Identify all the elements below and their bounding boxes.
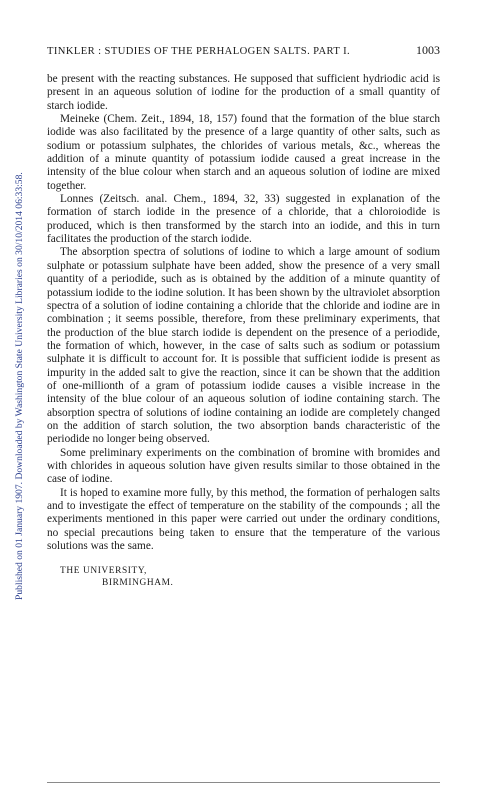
running-title: TINKLER : STUDIES OF THE PERHALOGEN SALTS. PART I. [47,46,351,57]
download-watermark [3,40,25,600]
footer-rule [47,782,440,783]
paragraph-6: It is hoped to examine more fully, by this method, the formation of perhalogen salts and to investigate the effect of temperature on the stability of the compounds ; all the experiments mentioned in this paper were carried out under the ordinary conditions, no special precautions being taken to ensure that the temperature of the various solutions was the same. [47,486,440,553]
paragraph-1: be present with the reacting substances. He supposed that sufficient hydriodic acid is present in an aqueous solution of iodine for the production of a small quantity of starch iodide. [47,73,440,112]
paragraph-3: Lonnes (Zeitsch. anal. Chem., 1894, 32, 33) suggested in explanation of the formation of starch iodide in the presence of a chloride, that a chloroiodide is produced, which is then transformed by the starch into an iodide, and this in turn facilitates the production of the starch iodide. [47,193,440,246]
page-number: 1003 [416,43,440,57]
paragraph-2: Meineke (Chem. Zeit., 1894, 18, 157) found that the formation of the blue starch iodide was also facilitated by the presence of a large quantity of other salts, such as sodium or potassium sulphates, the chlorides of various metals, &c., whereas the addition of a minute quantity of potassium iodide caused a great increase in the intensity of the blue colour when starch and an aqueous solution of iodine are mixed together. [47,113,440,192]
paragraph-4: The absorption spectra of solutions of iodine to which a large amount of sodium sulphate or potassium sulphate have been added, show the presence of a very small quantity of a periodide, such as is obtained by the addition of a minute quantity of potassium iodide to the iodine solution. It has been shown by the ultraviolet absorption spectra of a solution of iodine containing a chloride that the chloride and iodine are in combination ; it seems possible, therefore, from these preliminary experiments, that the production of the blue starch iodide is dependent on the presence of a periodide, the formation of which, however, in the case of salts such as sodium or potassium sulphate it is difficult to account for. It is possible that sufficient iodide is present as impurity in the added salt to give the reaction, since it can be shown that the addition of one-millionth of a gram of potassium iodide causes a visible increase in the intensity of the blue colour of an aqueous solution of iodine containing starch. The absorption spectra of solutions of iodine containing an iodide are completely changed on the addition of starch solution, the two absorption bands characteristic of the periodide no longer being observed. [47,246,440,446]
running-header [47,43,440,58]
download-watermark-text: Published on 01 January 1907. Downloaded by Washington State University Libraries on 30/10/2014 06:33:58. [14,172,25,600]
address-line-1: THE UNIVERSITY, [60,566,147,577]
journal-page [47,43,440,589]
paragraph-5: Some preliminary experiments on the combination of bromine with bromides and with chlorides in aqueous solution have given results similar to those obtained in the case of iodine. [47,446,440,486]
author-address [60,565,440,589]
address-line-2: BIRMINGHAM. [102,578,174,589]
